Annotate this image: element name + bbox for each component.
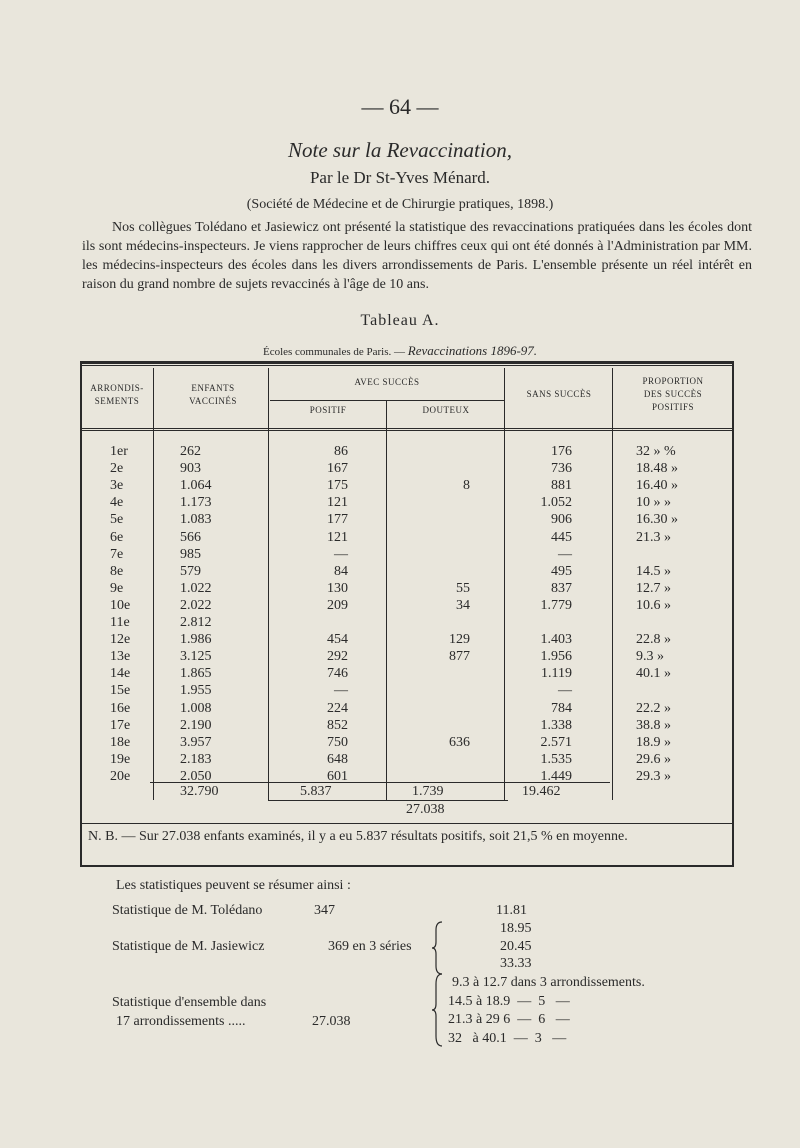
cell-douteux (420, 530, 470, 546)
header-arrondissements-2: SEMENTS (94, 396, 140, 406)
cell-douteux: 55 (456, 580, 470, 596)
cell-enfants: 1.865 (180, 666, 212, 682)
cell-arrondissement: 13e (110, 649, 131, 665)
cell-sans-succes: — (558, 546, 572, 562)
cell-douteux (420, 666, 470, 682)
total-enfants: 32.790 (180, 784, 219, 799)
cell-sans-succes: 906 (551, 512, 572, 528)
ensemble-label-2: 17 arrondissements ..... (116, 1014, 246, 1029)
cell-arrondissement: 9e (110, 580, 124, 596)
cell-sans-succes: 1.956 (540, 649, 572, 665)
cell-proportion: 16.30 » (636, 512, 678, 528)
header-enfants-1: ENFANTS (191, 383, 235, 393)
table-title: Tableau A. (360, 312, 440, 329)
cell-enfants: 579 (180, 563, 201, 579)
revaccination-table (80, 361, 734, 867)
jasiewicz-rate-3: 33.33 (500, 956, 532, 971)
col-rule-1 (153, 368, 154, 800)
cell-douteux (420, 564, 470, 580)
article-source: (Société de Médecine et de Chirurgie pratiques, 1898.) (246, 197, 554, 212)
cell-enfants: 2.812 (180, 615, 212, 630)
cell-arrondissement: 20e (110, 768, 131, 784)
table-subtitle-text: Écoles communales de Paris. — (262, 346, 406, 358)
cell-arrondissement: 4e (110, 495, 124, 511)
cell-sans-succes: 1.052 (540, 495, 572, 511)
cell-sans-succes: 2.571 (540, 734, 572, 750)
cell-proportion (636, 615, 708, 631)
cell-proportion: 10.6 » (636, 597, 671, 613)
cell-proportion: 18.48 » (636, 461, 678, 477)
page-number: — 64 — (361, 94, 439, 119)
cell-proportion: 12.7 » (636, 580, 671, 596)
cell-douteux (420, 701, 470, 717)
cell-positif: 86 (334, 444, 348, 459)
toledano-label: Statistique de M. Tolédano (112, 903, 263, 918)
cell-arrondissement: 6e (110, 529, 124, 545)
cell-arrondissement: 12e (110, 632, 131, 648)
ensemble-brace (432, 972, 446, 1048)
cell-proportion: 40.1 » (636, 666, 671, 682)
header-avec-succes: AVEC SUCCÈS (354, 377, 420, 387)
cell-positif: 121 (327, 495, 348, 511)
cell-proportion: 22.8 » (636, 632, 671, 648)
cell-arrondissement: 17e (110, 717, 131, 733)
ensemble-label-1: Statistique d'ensemble dans (112, 995, 267, 1010)
cell-enfants: 566 (180, 529, 201, 545)
header-sans-succes: SANS SUCCÈS (526, 389, 592, 399)
cell-proportion: 9.3 » (636, 649, 664, 665)
total-positif: 5.837 (300, 784, 332, 799)
cell-positif: — (334, 683, 348, 699)
cell-douteux (420, 752, 470, 768)
cell-positif (298, 615, 348, 631)
cell-arrondissement: 16e (110, 700, 131, 716)
cell-sans-succes: 1.338 (540, 717, 572, 733)
cell-positif: 750 (327, 734, 348, 750)
cell-enfants: 3.125 (180, 649, 212, 665)
jasiewicz-brace (432, 920, 448, 976)
cell-positif: 84 (334, 563, 348, 579)
table-subtitle-italic: Revaccinations 1896-97. (407, 343, 538, 358)
cell-positif: 167 (327, 461, 348, 477)
cell-proportion: 32 » % (636, 444, 676, 459)
cell-arrondissement: 14e (110, 666, 131, 682)
col-rule-3 (386, 400, 387, 800)
cell-proportion: 18.9 » (636, 734, 671, 750)
toledano-value: 347 (314, 903, 335, 918)
footer-rule (82, 823, 732, 824)
header-proportion-2: DES SUCCÈS (643, 389, 703, 399)
cell-proportion: 10 » » (636, 495, 671, 511)
cell-enfants: 1.064 (180, 478, 212, 494)
cell-sans-succes: 495 (551, 563, 572, 579)
cell-enfants: 262 (180, 444, 201, 459)
cell-douteux (420, 769, 470, 785)
cell-douteux: 34 (456, 597, 470, 613)
cell-positif: — (334, 546, 348, 562)
cell-proportion: 14.5 » (636, 563, 671, 579)
intro-paragraph-text: Nos collègues Tolédano et Jasiewicz ont présenté la statistique des revaccinations pratiquées dans les écoles dont ils sont médecins-inspecteurs. Je viens rapprocher de leurs chiffres ceux qui ont été donnés à l'Administration par MM. les médecins-inspecteurs des écoles dans les divers arrondissements de Paris. L'ensemble présente un réel intérêt en raison du grand nombre de sujets revaccinés à l'âge de 10 ans. (82, 220, 752, 292)
cell-arrondissement: 5e (110, 512, 124, 528)
cell-positif: 175 (327, 478, 348, 494)
cell-douteux (420, 547, 470, 563)
header-proportion-3: POSITIFS (651, 402, 694, 412)
cell-proportion (636, 547, 708, 563)
cell-douteux: 636 (449, 734, 470, 750)
grand-total: 27.038 (406, 802, 445, 817)
cell-positif: 852 (327, 717, 348, 733)
cell-sans-succes (496, 615, 572, 631)
cell-positif: 209 (327, 597, 348, 613)
cell-proportion (636, 683, 708, 699)
cell-enfants: 985 (180, 546, 201, 562)
cell-sans-succes: — (558, 683, 572, 699)
ensemble-row-4: 32 à 40.1 — 3 — (448, 1031, 567, 1046)
cell-enfants: 2.050 (180, 768, 212, 784)
table-top-rule (80, 365, 734, 366)
cell-douteux (420, 495, 470, 511)
intro-paragraph (82, 218, 752, 294)
article-title: Note sur la Revaccination, (288, 138, 512, 162)
ensemble-value: 27.038 (312, 1014, 351, 1029)
table-subtitle (0, 343, 800, 359)
header-douteux: DOUTEUX (422, 405, 470, 415)
ensemble-row-1: 9.3 à 12.7 dans 3 arrondissements. (452, 975, 645, 990)
cell-douteux: 8 (463, 478, 470, 494)
cell-enfants: 2.022 (180, 597, 212, 613)
cell-arrondissement: 8e (110, 563, 124, 579)
cell-proportion: 29.6 » (636, 751, 671, 767)
cell-positif: 121 (327, 529, 348, 545)
cell-enfants: 3.957 (180, 734, 212, 750)
article-author: Par le Dr St-Yves Ménard. (309, 168, 491, 187)
cell-positif: 177 (327, 512, 348, 528)
cell-arrondissement: 3e (110, 478, 124, 494)
header-enfants-2: VACCINÉS (189, 396, 237, 406)
cell-douteux (420, 512, 470, 528)
cell-proportion: 22.2 » (636, 700, 671, 716)
header-positif: POSITIF (309, 405, 347, 415)
cell-sans-succes: 445 (551, 529, 572, 545)
cell-enfants: 1.173 (180, 495, 212, 511)
cell-sans-succes: 1.403 (540, 632, 572, 648)
cell-proportion: 38.8 » (636, 717, 671, 733)
cell-positif: 292 (327, 649, 348, 665)
col-rule-5 (612, 368, 613, 800)
jasiewicz-value: 369 en 3 séries (328, 939, 412, 954)
cell-sans-succes: 1.119 (541, 666, 572, 682)
cell-arrondissement: 19e (110, 751, 131, 767)
cell-enfants: 903 (180, 461, 201, 477)
header-rule-2 (82, 430, 732, 431)
ensemble-row-3: 21.3 à 29 6 — 6 — (448, 1012, 570, 1027)
cell-proportion: 29.3 » (636, 768, 671, 784)
jasiewicz-label: Statistique de M. Jasiewicz (112, 939, 265, 954)
cell-douteux (420, 683, 470, 699)
jasiewicz-rate-1: 18.95 (500, 921, 532, 936)
cell-arrondissement: 10e (110, 597, 131, 613)
cell-enfants: 1.083 (180, 512, 212, 528)
cell-sans-succes: 837 (551, 580, 572, 596)
summary-intro: Les statistiques peuvent se résumer ainsi : (116, 878, 351, 893)
cell-douteux (420, 461, 470, 477)
cell-douteux (420, 444, 470, 460)
cell-douteux: 877 (449, 649, 470, 665)
col-rule-2 (268, 368, 269, 800)
cell-sans-succes: 1.535 (540, 751, 572, 767)
cell-enfants: 1.986 (180, 632, 212, 648)
cell-positif: 130 (327, 580, 348, 596)
table-note: N. B. — Sur 27.038 enfants examinés, il y a eu 5.837 résultats positifs, soit 21,5 % en moyenne. (88, 829, 628, 844)
cell-positif: 746 (327, 666, 348, 682)
cell-douteux (420, 718, 470, 734)
header-enfants (160, 382, 266, 408)
cell-enfants: 2.190 (180, 717, 212, 733)
total-sans-succes: 19.462 (522, 784, 561, 799)
cell-proportion: 21.3 » (636, 529, 671, 545)
header-arrondissements-1: ARRONDIS- (90, 383, 144, 393)
cell-enfants: 1.955 (180, 683, 212, 699)
cell-enfants: 1.008 (180, 700, 212, 716)
cell-enfants: 2.183 (180, 751, 212, 767)
cell-positif: 454 (327, 632, 348, 648)
header-proportion-1: PROPORTION (642, 376, 704, 386)
header-proportion (614, 375, 732, 414)
cell-enfants: 1.022 (180, 580, 212, 596)
totals-sub-rule (268, 800, 508, 801)
avec-succes-rule (270, 400, 504, 401)
header-rule (82, 428, 732, 429)
cell-arrondissement: 1er (110, 444, 128, 459)
ensemble-row-2: 14.5 à 18.9 — 5 — (448, 994, 570, 1009)
cell-sans-succes: 736 (551, 461, 572, 477)
cell-positif: 224 (327, 700, 348, 716)
cell-proportion: 16.40 » (636, 478, 678, 494)
total-douteux: 1.739 (412, 784, 444, 799)
toledano-rate: 11.81 (496, 903, 527, 918)
cell-arrondissement: 18e (110, 734, 131, 750)
cell-sans-succes: 1.449 (540, 768, 572, 784)
cell-positif: 648 (327, 751, 348, 767)
header-arrondissements (82, 382, 152, 408)
cell-arrondissement: 2e (110, 461, 124, 477)
jasiewicz-rate-2: 20.45 (500, 939, 532, 954)
cell-arrondissement: 7e (110, 546, 124, 562)
cell-sans-succes: 784 (551, 700, 572, 716)
cell-arrondissement: 15e (110, 683, 131, 699)
cell-positif: 601 (327, 768, 348, 784)
cell-douteux (420, 615, 470, 631)
cell-arrondissement: 11e (110, 615, 130, 630)
cell-sans-succes: 881 (551, 478, 572, 494)
cell-sans-succes: 176 (551, 444, 572, 459)
cell-douteux: 129 (449, 632, 470, 648)
cell-sans-succes: 1.779 (540, 597, 572, 613)
